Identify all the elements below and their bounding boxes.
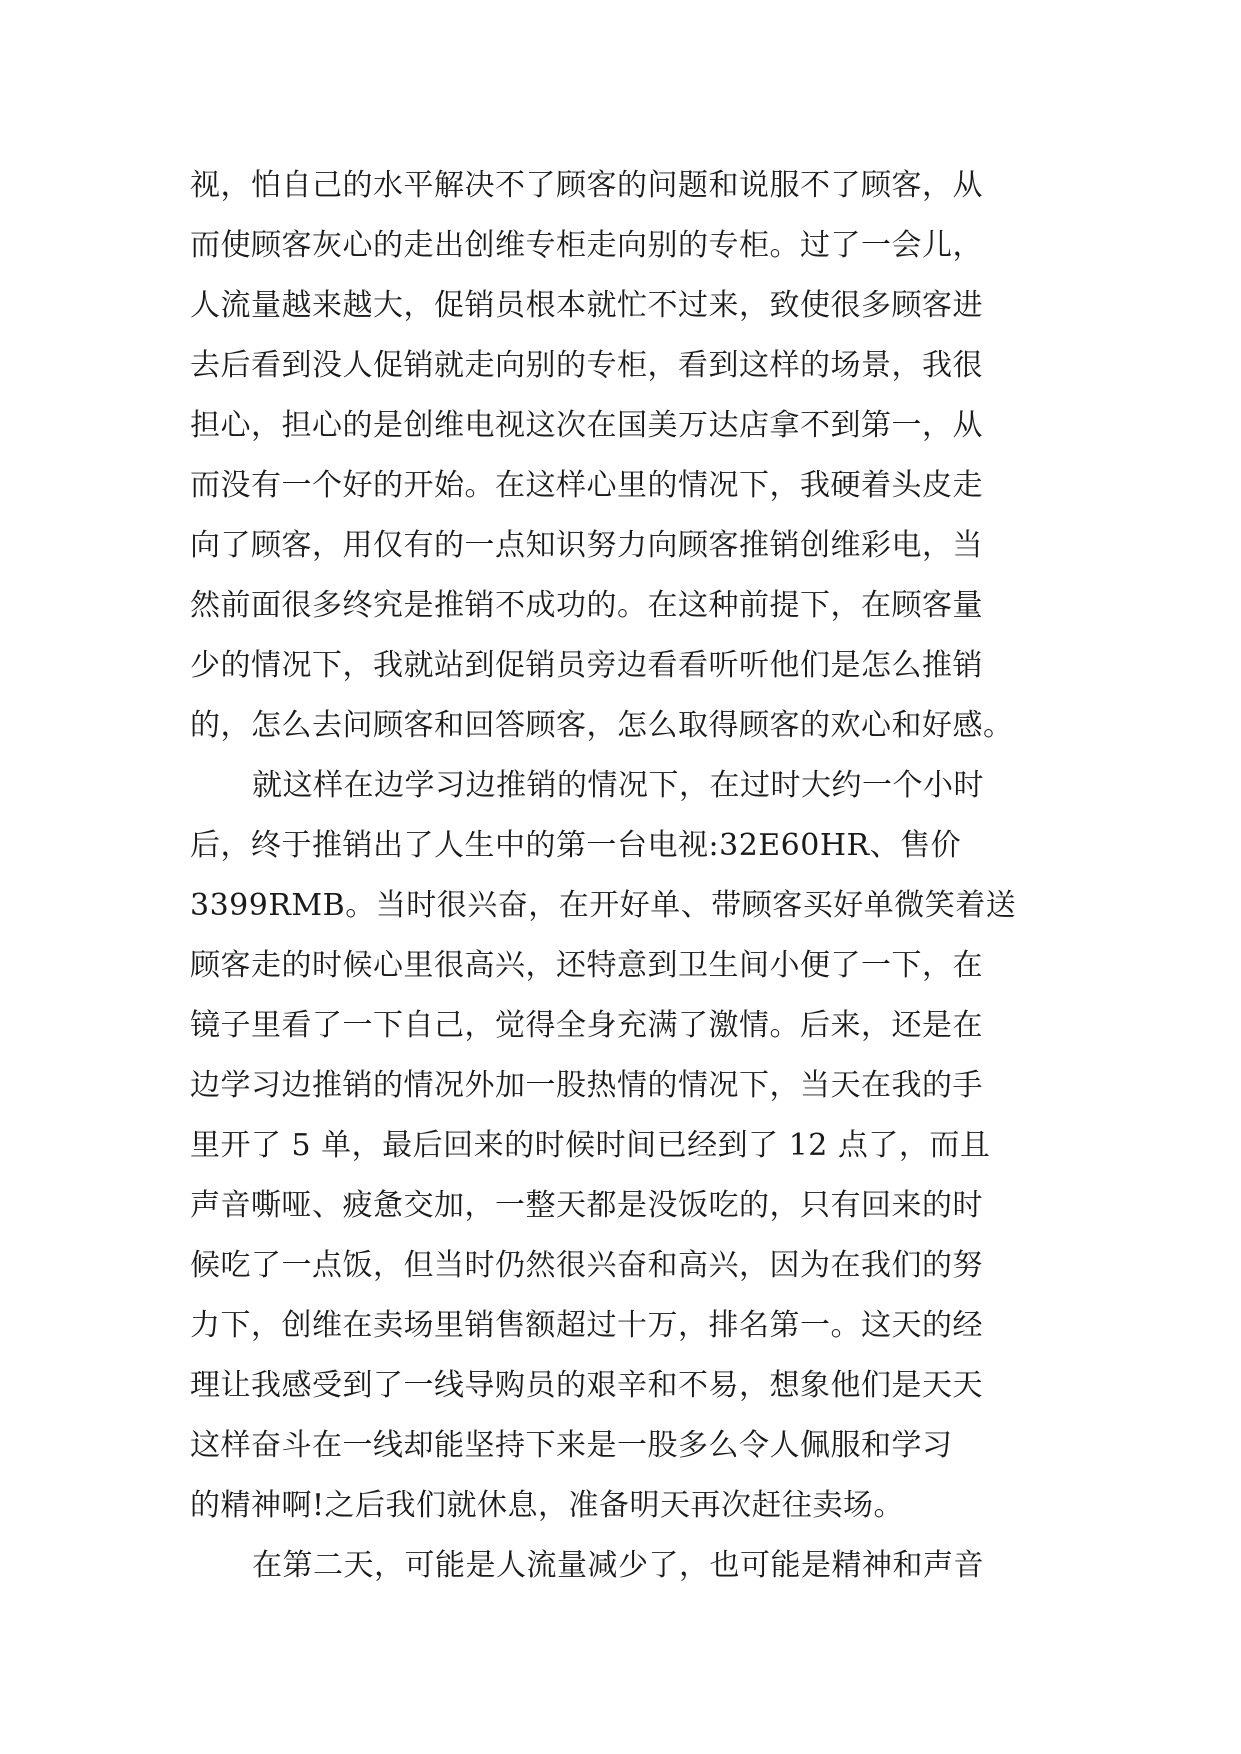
text-line: 边学习边推销的情况外加一股热情的情况下，当天在我的手 (190, 1068, 983, 1103)
text-line: 声音嘶哑、疲惫交加，一整天都是没饭吃的，只有回来的时 (190, 1188, 983, 1223)
paragraph-first-line: 在第二天，可能是人流量减少了，也可能是精神和声音 (252, 1548, 984, 1583)
text-line: 的精神啊!之后我们就休息，准备明天再次赶往卖场。 (190, 1488, 905, 1523)
text-line: 少的情况下，我就站到促销员旁边看看听听他们是怎么推销 (190, 648, 983, 683)
text-line: 担心，担心的是创维电视这次在国美万达店拿不到第一，从 (190, 408, 983, 443)
text-line: 去后看到没人促销就走向别的专柜，看到这样的场景，我很 (190, 348, 983, 383)
text-line: 理让我感受到了一线导购员的艰辛和不易，想象他们是天天 (190, 1368, 983, 1403)
text-line: 顾客走的时候心里很高兴，还特意到卫生间小便了一下，在 (190, 948, 983, 983)
text-line: 然前面很多终究是推销不成功的。在这种前提下，在顾客量 (190, 588, 983, 623)
text-line: 里开了 5 单，最后回来的时候时间已经到了 12 点了，而且 (190, 1128, 991, 1163)
text-line: 候吃了一点饭，但当时仍然很兴奋和高兴，因为在我们的努 (190, 1248, 983, 1283)
paragraph-first-line: 就这样在边学习边推销的情况下，在过时大约一个小时 (252, 768, 984, 803)
text-line: 镜子里看了一下自己，觉得全身充满了激情。后来，还是在 (190, 1008, 983, 1043)
text-line: 视，怕自己的水平解决不了顾客的问题和说服不了顾客，从 (190, 168, 983, 203)
text-line: 而没有一个好的开始。在这样心里的情况下，我硬着头皮走 (190, 468, 983, 503)
text-line: 3399RMB。当时很兴奋，在开好单、带顾客买好单微笑着送 (190, 888, 1017, 923)
text-line: 这样奋斗在一线却能坚持下来是一股多么令人佩服和学习 (190, 1428, 953, 1463)
text-line: 的，怎么去问顾客和回答顾客，怎么取得顾客的欢心和好感。 (190, 708, 1014, 743)
text-line: 人流量越来越大，促销员根本就忙不过来，致使很多顾客进 (190, 288, 983, 323)
text-line: 而使顾客灰心的走出创维专柜走向别的专柜。过了一会儿， (190, 228, 983, 263)
text-line: 后，终于推销出了人生中的第一台电视:32E60HR、售价 (190, 828, 962, 863)
text-line: 向了顾客，用仅有的一点知识努力向顾客推销创维彩电，当 (190, 528, 983, 563)
text-line: 力下，创维在卖场里销售额超过十万，排名第一。这天的经 (190, 1308, 983, 1343)
